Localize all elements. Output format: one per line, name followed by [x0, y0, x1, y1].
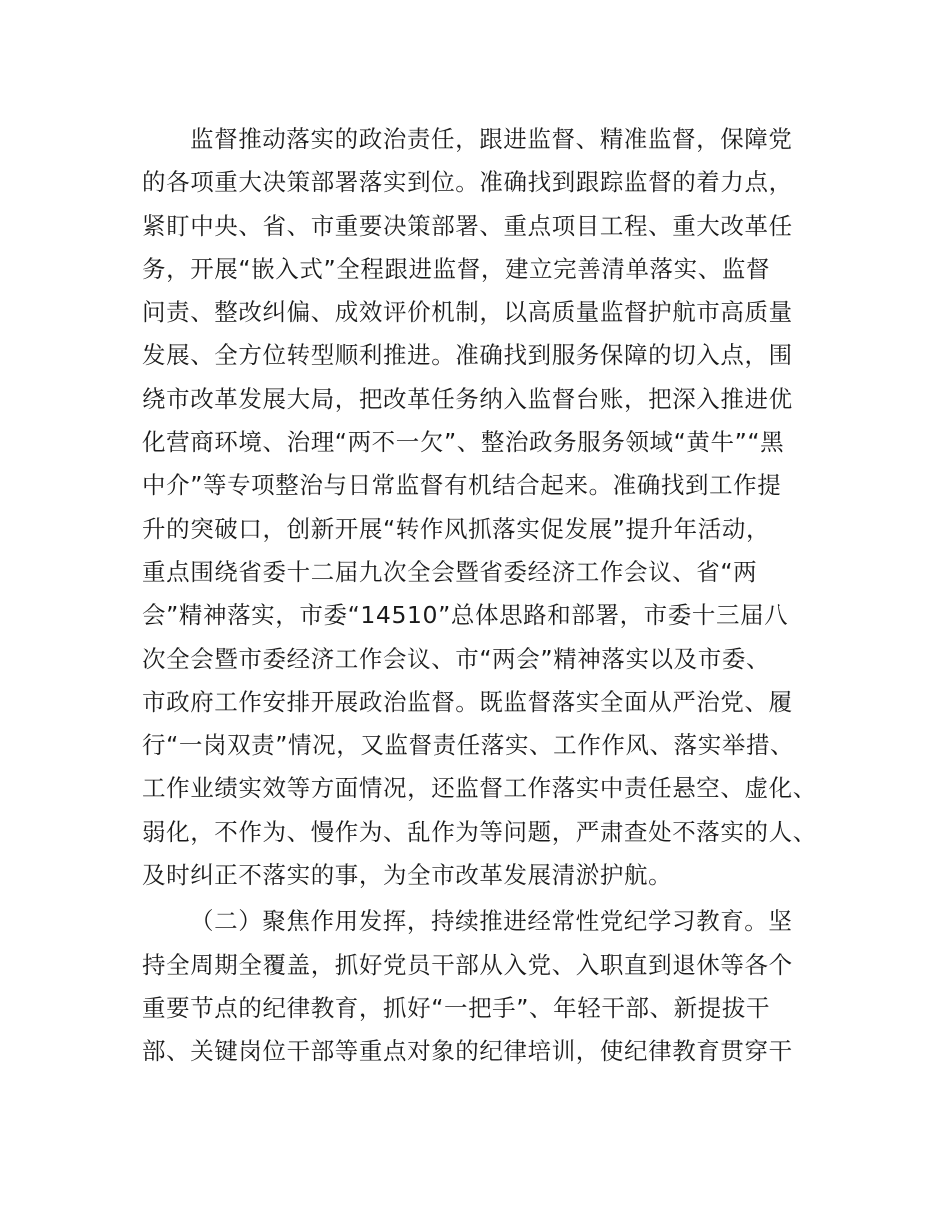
text-line: 重点围绕省委十二届九次全会暨省委经济工作会议、省“两 — [142, 557, 758, 586]
text-line: 重要节点的纪律教育，抓好“一把手”、年轻干部、新提拔干 — [142, 993, 771, 1022]
text-line: 问责、整改纠偏、成效评价机制，以高质量监督护航市高质量 — [142, 298, 793, 327]
text-line: 绕市改革发展大局，把改革任务纳入监督台账，把深入推进优 — [142, 384, 793, 413]
paragraph-discipline-education — [142, 900, 818, 1073]
text-line: 行“一岗双责”情况，又监督责任落实、工作作风、落实举措、 — [142, 731, 795, 760]
paragraph-political-supervision — [142, 118, 818, 897]
text-line: 会”精神落实，市委“14510”总体思路和部署，市委十三届八 — [142, 601, 789, 630]
text-line: 升的突破口，创新开展“转作风抓落实促发展”提升年活动， — [142, 514, 771, 543]
text-line: 化营商环境、治理“两不一欠”、整治政务服务领域“黄牛”“黑 — [142, 428, 785, 457]
text-line: 部、关键岗位干部等重点对象的纪律培训，使纪律教育贯穿干 — [142, 1037, 793, 1066]
section-heading-line: （二）聚焦作用发挥，持续推进经常性党纪学习教育。坚 — [190, 907, 793, 936]
text-line: 务，开展“嵌入式”全程跟进监督，建立完善清单落实、监督 — [142, 254, 771, 283]
text-line: 中介”等专项整治与日常监督有机结合起来。准确找到工作提 — [142, 471, 782, 500]
text-line: 发展、全方位转型顺利推进。准确找到服务保障的切入点，围 — [142, 341, 793, 370]
text-line: 弱化，不作为、慢作为、乱作为等问题，严肃查处不落实的人、 — [142, 817, 817, 846]
text-line: 次全会暨市委经济工作会议、市“两会”精神落实以及市委、 — [142, 644, 771, 673]
text-line: 持全周期全覆盖，抓好党员干部从入党、入职直到退休等各个 — [142, 950, 793, 979]
document-page — [142, 118, 818, 1074]
text-line: 及时纠正不落实的事，为全市改革发展清淤护航。 — [142, 861, 673, 890]
text-line: 的各项重大决策部署落实到位。准确找到跟踪监督的着力点， — [142, 168, 793, 197]
text-line: 市政府工作安排开展政治监督。既监督落实全面从严治党、履 — [142, 687, 793, 716]
text-line: 监督推动落实的政治责任，跟进监督、精准监督，保障党 — [190, 125, 793, 153]
text-line: 工作业绩实效等方面情况，还监督工作落实中责任悬空、虚化、 — [142, 774, 817, 803]
text-line: 紧盯中央、省、市重要决策部署、重点项目工程、重大改革任 — [142, 211, 793, 240]
